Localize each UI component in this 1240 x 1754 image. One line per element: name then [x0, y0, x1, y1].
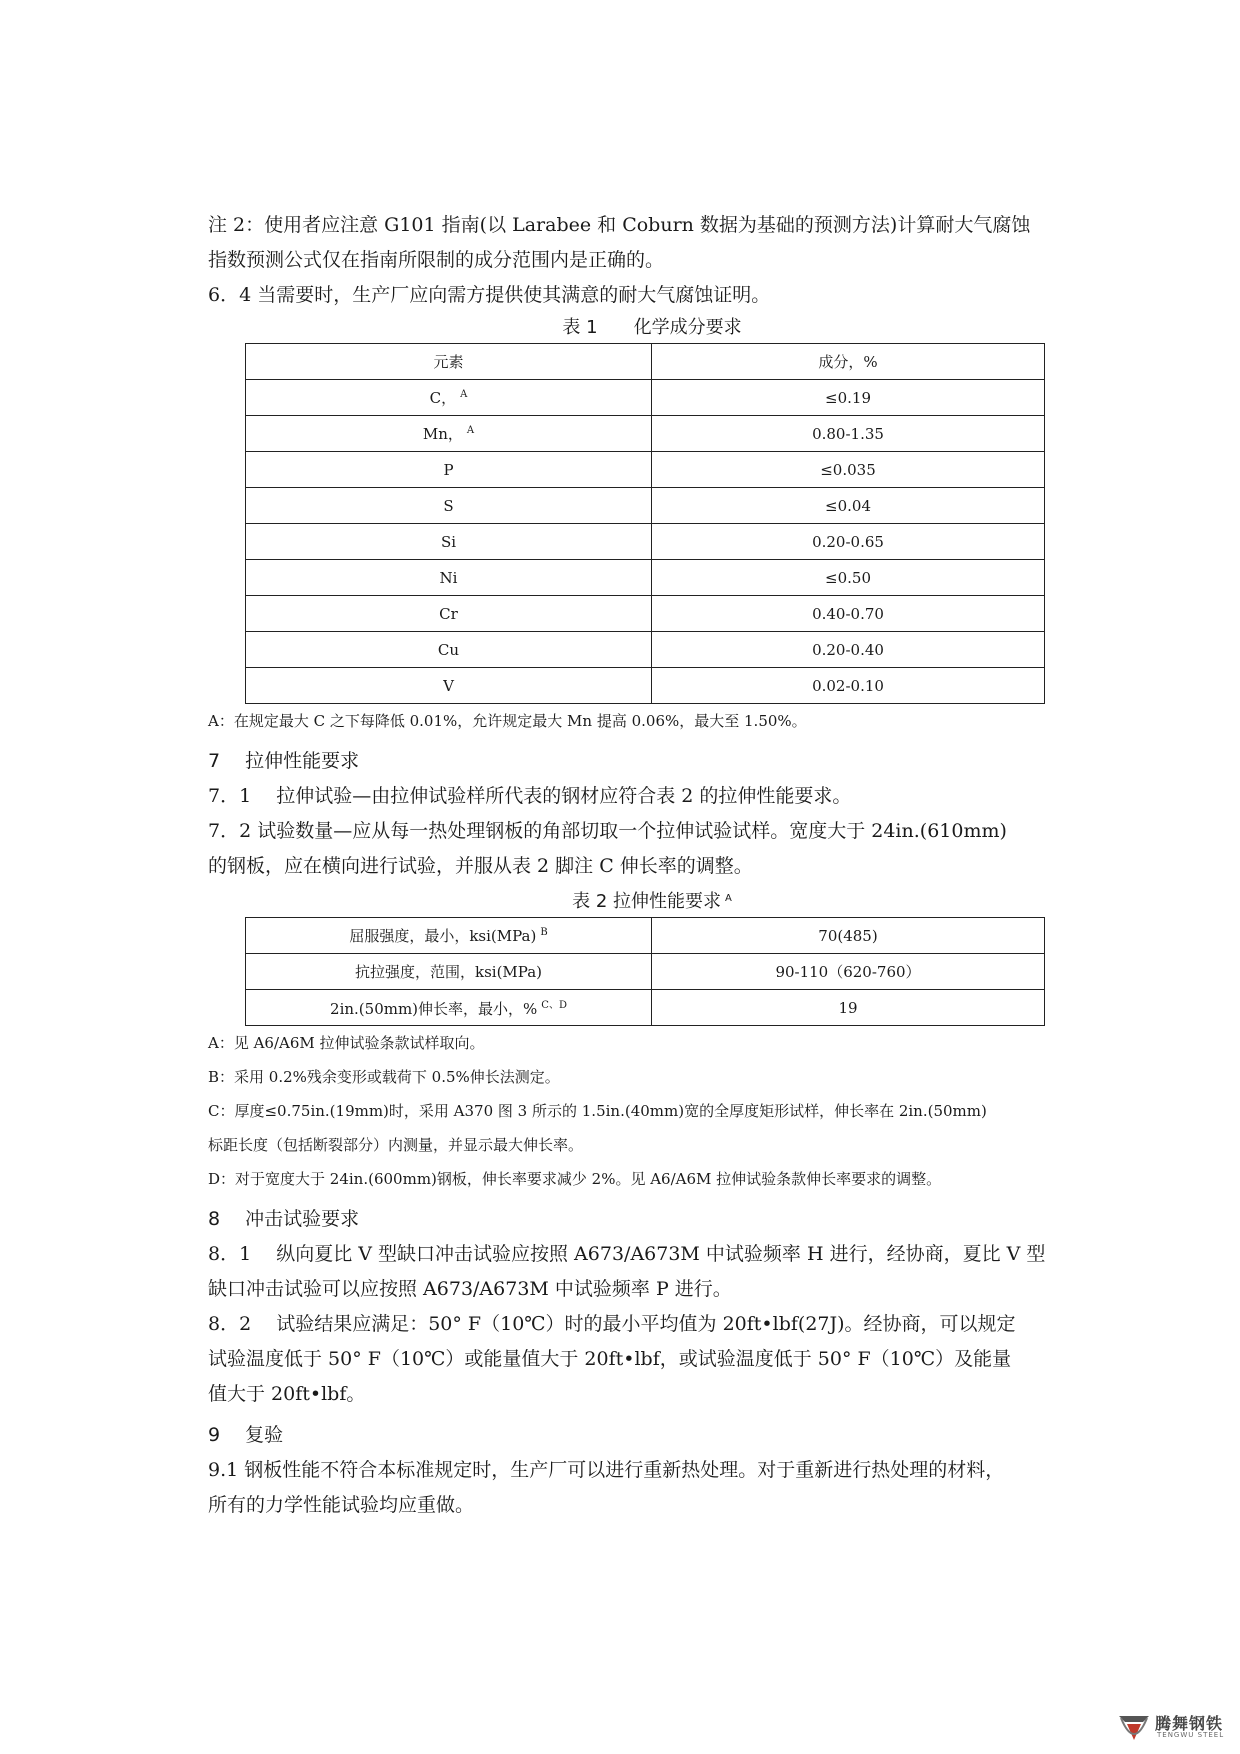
table-2-footnote-a: A：见 A6/A6M 拉伸试验条款试样取向。 [208, 1034, 485, 1052]
element-cell: P [246, 452, 652, 488]
para-6-4: 6．4 当需要时，生产厂应向需方提供使其满意的耐大气腐蚀证明。 [208, 284, 771, 306]
tengwu-logo-icon [1117, 1710, 1151, 1742]
table-2-footnote-c-line-1: C：厚度≤0.75in.(19mm)时，采用 A370 图 3 所示的 1.5in.(40mm)宽的全厚度矩形试样，伸长率在 2in.(50mm) [208, 1102, 987, 1120]
document-page [208, 208, 1096, 1523]
table-1-chemical-composition [245, 343, 1045, 704]
para-8-1-line-1: 8．1 纵向夏比 V 型缺口冲击试验应按照 A673/A673M 中试验频率 H 进行，经协商，夏比 V 型 [208, 1243, 1046, 1265]
footnote-mark: A [460, 389, 468, 400]
logo-text-en: TENGWU STEEL [1157, 1731, 1225, 1739]
para-7-2-line-2: 的钢板，应在横向进行试验，并服从表 2 脚注 C 伸长率的调整。 [208, 855, 753, 877]
value-cell: ≤0.50 [652, 560, 1045, 596]
table-row [246, 380, 1045, 416]
value-cell: 0.80-1.35 [652, 416, 1045, 452]
note-2-line-1: 注 2：使用者应注意 G101 指南(以 Larabee 和 Coburn 数据为基础的预测方法)计算耐大气腐蚀 [208, 214, 1031, 236]
table-1-footnote: A：在规定最大 C 之下每降低 0.01%，允许规定最大 Mn 提高 0.06%，最大至 1.50%。 [208, 712, 807, 730]
footnote-mark: A [466, 425, 475, 436]
element-cell: Ni [246, 560, 652, 596]
table-header-cell: 元素 [246, 344, 652, 380]
table-2-footnote-c-line-2: 标距长度（包括断裂部分）内测量，并显示最大伸长率。 [208, 1136, 584, 1154]
footnote-mark: C、D [541, 1000, 567, 1011]
table-row [246, 954, 1045, 990]
table-row [246, 524, 1045, 560]
table-row [246, 416, 1045, 452]
value-cell: 0.20-0.65 [652, 524, 1045, 560]
table-2-footnote-d: D：对于宽度大于 24in.(600mm)钢板，伸长率要求减少 2%。见 A6/A6M 拉伸试验条款伸长率要求的调整。 [208, 1170, 942, 1188]
table-row [246, 560, 1045, 596]
element-cell: Cu [246, 632, 652, 668]
section-9-heading: 9 复验 [208, 1424, 284, 1446]
property-cell: 屈服强度，最小，ksi(MPa) $^B$ [246, 918, 652, 954]
note-2-line-2: 指数预测公式仅在指南所限制的成分范围内是正确的。 [208, 249, 665, 271]
section-7-heading: 7 拉伸性能要求 [208, 750, 360, 772]
value-cell: ≤0.04 [652, 488, 1045, 524]
para-8-2-line-2: 试验温度低于 50° F（10℃）或能量值大于 20ft•lbf，或试验温度低于 50° F（10℃）及能量 [208, 1348, 1012, 1370]
value-cell: 0.02-0.10 [652, 668, 1045, 704]
logo-text-cn: 腾舞钢铁 [1155, 1714, 1224, 1733]
table-row [246, 596, 1045, 632]
footnote-mark: B [540, 927, 548, 938]
value-cell: 70(485) [652, 918, 1045, 954]
element-cell: Mn， $^A$ [246, 416, 652, 452]
para-8-2-line-1: 8．2 试验结果应满足：50° F（10℃）时的最小平均值为 20ft•lbf(27J)。经协商，可以规定 [208, 1313, 1016, 1335]
company-logo [1117, 1708, 1235, 1744]
table-row [246, 452, 1045, 488]
value-cell: ≤0.19 [652, 380, 1045, 416]
table-1-caption: 表 1 化学成分要求 [562, 317, 742, 338]
footnote-mark: A [725, 893, 732, 904]
table-2-tensile-properties [245, 917, 1045, 1026]
property-cell: 抗拉强度，范围，ksi(MPa) [246, 954, 652, 990]
value-cell: ≤0.035 [652, 452, 1045, 488]
table-2-footnote-b: B：采用 0.2%残余变形或载荷下 0.5%伸长法测定。 [208, 1068, 560, 1086]
table-row [246, 632, 1045, 668]
element-cell: Cr [246, 596, 652, 632]
table-header-cell: 成分，% [652, 344, 1045, 380]
value-cell: 90-110（620-760） [652, 954, 1045, 990]
para-8-1-line-2: 缺口冲击试验可以应按照 A673/A673M 中试验频率 P 进行。 [208, 1278, 732, 1300]
element-cell: C， $^A$ [246, 380, 652, 416]
value-cell: 19 [652, 990, 1045, 1026]
para-7-1: 7．1 拉伸试验—由拉伸试验样所代表的钢材应符合表 2 的拉伸性能要求。 [208, 785, 852, 807]
table-row [246, 668, 1045, 704]
table-row [246, 918, 1045, 954]
property-cell: 2in.(50mm)伸长率，最小，% $^{C、D}$ [246, 990, 652, 1026]
table-2-caption: 表 2 拉伸性能要求 $^A$ [572, 891, 732, 912]
table-row [246, 488, 1045, 524]
element-cell: S [246, 488, 652, 524]
para-8-2-line-3: 值大于 20ft•lbf。 [208, 1383, 366, 1405]
element-cell: V [246, 668, 652, 704]
table-row [246, 344, 1045, 380]
element-cell: Si [246, 524, 652, 560]
para-7-2-line-1: 7．2 试验数量—应从每一热处理钢板的角部切取一个拉伸试验试样。宽度大于 24in.(610mm) [208, 820, 1007, 842]
value-cell: 0.20-0.40 [652, 632, 1045, 668]
para-9-1-line-2: 所有的力学性能试验均应重做。 [208, 1494, 475, 1516]
section-8-heading: 8 冲击试验要求 [208, 1208, 360, 1230]
value-cell: 0.40-0.70 [652, 596, 1045, 632]
table-row [246, 990, 1045, 1026]
para-9-1-line-1: 9.1 钢板性能不符合本标准规定时，生产厂可以进行重新热处理。对于重新进行热处理的材料， [208, 1459, 1005, 1481]
